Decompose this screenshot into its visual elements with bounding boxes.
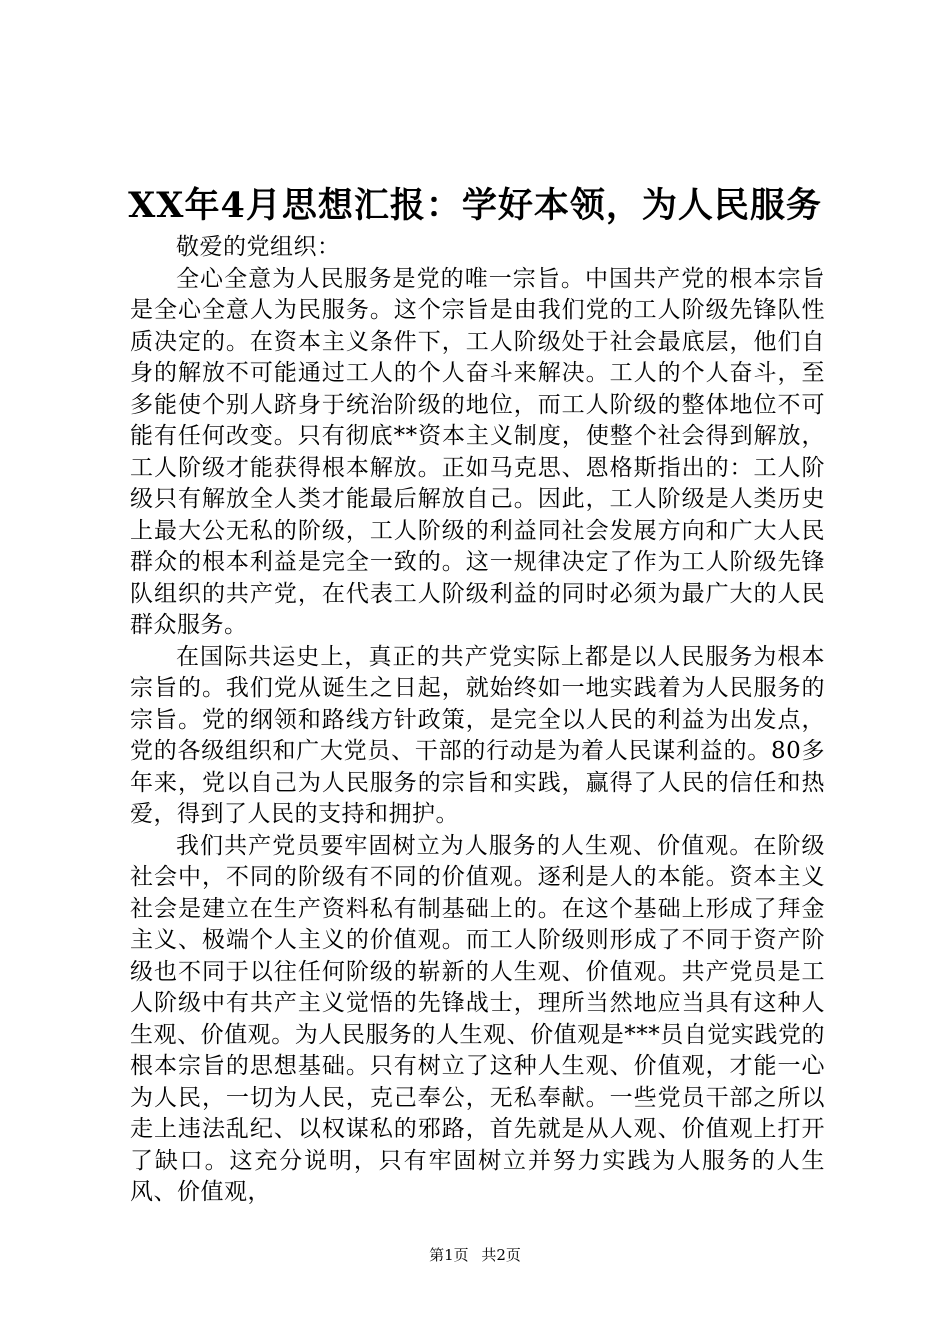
page-number-total: 共2页: [481, 1246, 521, 1264]
document-body: [130, 232, 825, 1209]
paragraph-3: 我们共产党员要牢固树立为人服务的人生观、价值观。在阶级社会中，不同的阶级有不同的价值观。逐利是人的本能。资本主义社会是建立在生产资料私有制基础上的。在这个基础上形成了拜金主义、极端个人主义的价值观。而工人阶级则形成了不同于资产阶级也不同于以往任何阶级的崭新的人生观、价值观。共产党员是工人阶级中有共产主义觉悟的先锋战士，理所当然地应当具有这种人生观、价值观。为人民服务的人生观、价值观是***员自觉实践党的根本宗旨的思想基础。只有树立了这种人生观、价值观，才能一心为人民，一切为人民，克己奉公，无私奉献。一些党员干部之所以走上违法乱纪、以权谋私的邪路，首先就是从人观、价值观上打开了缺口。这充分说明，只有牢固树立并努力实践为人服务的人生风、价值观，: [130, 832, 825, 1205]
paragraph-2: 在国际共运史上，真正的共产党实际上都是以人民服务为根本宗旨的。我们党从诞生之日起，就始终如一地实践着为人民服务的宗旨。党的纲领和路线方针政策，是完全以人民的利益为出发点，党的各级组织和广大党员、干部的行动是为着人民谋利益的。80多年来，党以自己为人民服务的宗旨和实践，赢得了人民的信任和热爱，得到了人民的支持和拥护。: [130, 643, 825, 827]
salutation: 敬爱的党组织：: [176, 234, 341, 260]
document-title: XX年4月思想汇报：学好本领，为人民服务: [128, 185, 822, 226]
page-number-current: 第1页: [429, 1246, 469, 1264]
paragraph-1: 全心全意为人民服务是党的唯一宗旨。中国共产党的根本宗旨是全心全意人为民服务。这个宗旨是由我们党的工人阶级先锋队性质决定的。在资本主义条件下，工人阶级处于社会最底层，他们自身的解放不可能通过工人的个人奋斗来解决。工人的个人奋斗，至多能使个别人跻身于统治阶级的地位，而工人阶级的整体地位不可能有任何改变。只有彻底**资本主义制度，使整个社会得到解放，工人阶级才能获得根本解放。正如马克思、恩格斯指出的：工人阶级只有解放全人类才能最后解放自己。因此，工人阶级是人类历史上最大公无私的阶级，工人阶级的利益同社会发展方向和广大人民群众的根本利益是完全一致的。这一规律决定了作为工人阶级先锋队组织的共产党，在代表工人阶级利益的同时必须为最广大的人民群众服务。: [130, 265, 825, 638]
page-footer: [0, 1243, 950, 1267]
